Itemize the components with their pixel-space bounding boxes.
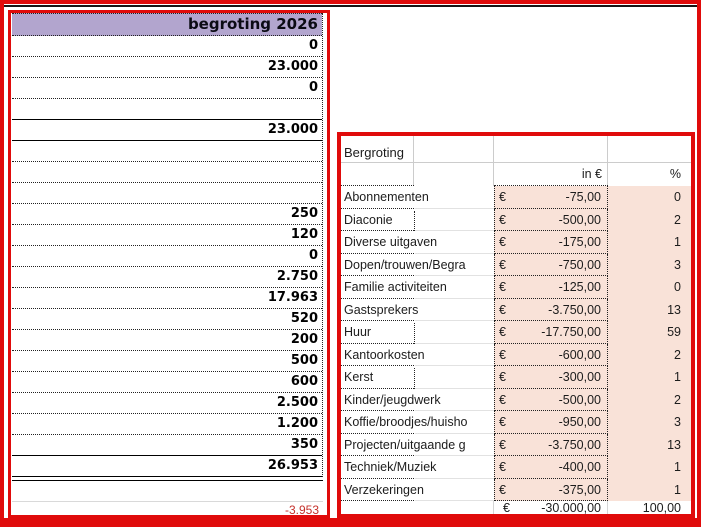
budget-2026-panel [8, 10, 330, 518]
category-label: Diaconie [344, 212, 393, 227]
percent-cell[interactable] [608, 479, 691, 502]
budget-2026-cell[interactable]: 350 [12, 435, 322, 456]
budget-2026-cell[interactable]: 120 [12, 225, 322, 246]
budget-rows [341, 186, 691, 501]
budget-2026-cell[interactable]: 23.000 [12, 120, 322, 141]
budget-2026-cell[interactable]: 250 [12, 204, 322, 225]
percent-column-header[interactable]: % [669, 167, 681, 181]
category-cell[interactable] [344, 366, 493, 389]
percent-cell[interactable] [608, 231, 691, 254]
category-cell[interactable] [344, 231, 493, 254]
cell-border [414, 368, 415, 389]
category-label: Abonnementen [344, 190, 429, 204]
percent-value: 1 [674, 235, 681, 249]
amount-cell[interactable] [494, 321, 608, 344]
budget-2026-cell[interactable]: 600 [12, 372, 322, 393]
budget-2026-cell[interactable]: 0 [12, 36, 322, 57]
amount-cell[interactable] [494, 231, 608, 254]
budget-2026-column [12, 13, 323, 477]
budget-row [341, 231, 691, 254]
amount-value: -500,00 [558, 392, 601, 407]
category-label: Dopen/trouwen/Begra [344, 257, 466, 272]
budget-row [341, 479, 691, 502]
category-cell[interactable] [344, 209, 493, 232]
currency-symbol: € [499, 257, 506, 272]
percent-value: 2 [674, 212, 681, 227]
percent-cell[interactable] [608, 321, 691, 344]
amount-cell[interactable] [494, 254, 608, 277]
budget-row [341, 254, 691, 277]
budget-2026-cell[interactable] [12, 183, 322, 204]
sheet-top-edge-line [4, 5, 697, 7]
budget-2026-cell[interactable]: 0 [12, 78, 322, 99]
amount-value: -375,00 [558, 482, 601, 497]
amount-cell[interactable] [494, 299, 608, 322]
category-cell[interactable] [344, 411, 493, 434]
percent-value: 1 [674, 460, 681, 474]
category-cell[interactable] [344, 344, 493, 367]
percent-value: 2 [674, 392, 681, 407]
category-cell[interactable] [344, 479, 493, 502]
amount-value: -600,00 [558, 347, 601, 362]
empty-cell[interactable] [12, 481, 323, 502]
budget-row [341, 299, 691, 322]
amount-value: -125,00 [558, 280, 601, 294]
currency-symbol: € [499, 370, 506, 384]
category-label: Kantoorkosten [344, 347, 425, 362]
budget-2026-cell[interactable] [12, 141, 322, 162]
category-label: Kerst [344, 370, 374, 384]
budget-row [341, 456, 691, 479]
percent-cell[interactable] [608, 276, 691, 299]
amount-value: -950,00 [558, 415, 601, 429]
total-percent-cell[interactable]: 100,00 [642, 501, 681, 515]
category-cell[interactable] [344, 434, 493, 457]
budget-row [341, 434, 691, 457]
cell-border [414, 211, 415, 232]
amount-cell[interactable] [494, 344, 608, 367]
percent-value: 1 [674, 482, 681, 497]
percent-cell[interactable] [608, 389, 691, 412]
percent-cell[interactable] [608, 209, 691, 232]
amount-cell[interactable] [494, 209, 608, 232]
page-break-border-top [0, 0, 701, 4]
percent-cell[interactable] [608, 344, 691, 367]
budget-2026-cell[interactable]: 520 [12, 309, 322, 330]
column-header-row [341, 163, 691, 186]
budget-2026-cell[interactable]: 17.963 [12, 288, 322, 309]
category-cell[interactable] [344, 389, 493, 412]
amount-value: -500,00 [558, 212, 601, 227]
percent-cell[interactable] [608, 254, 691, 277]
page-break-border-right [697, 0, 701, 527]
budget-2026-cell[interactable]: 26.953 [12, 456, 322, 477]
page-break-border-left [0, 0, 4, 527]
budget-year-header-cell[interactable]: begroting 2026 [12, 13, 322, 36]
category-label: Diverse uitgaven [344, 235, 438, 249]
category-cell[interactable] [344, 276, 493, 299]
category-cell[interactable] [344, 254, 493, 277]
currency-symbol: € [499, 212, 506, 227]
budget-2026-cell[interactable] [12, 162, 322, 183]
budget-row [341, 344, 691, 367]
table-title-cell[interactable]: Bergroting [341, 136, 691, 163]
budget-row [341, 276, 691, 299]
percent-cell[interactable] [608, 186, 691, 209]
amount-column-header[interactable]: in € [581, 167, 602, 181]
budget-row [341, 209, 691, 232]
amount-value: -3.750,00 [548, 437, 601, 452]
budget-2026-cell[interactable]: 500 [12, 351, 322, 372]
category-label: Verzekeringen [344, 482, 424, 497]
percent-cell[interactable] [608, 434, 691, 457]
budget-row [341, 411, 691, 434]
budget-2026-cell[interactable]: 200 [12, 330, 322, 351]
currency-symbol: € [503, 501, 510, 515]
category-label: Familie activiteiten [344, 280, 447, 294]
budget-2026-cell[interactable]: 23.000 [12, 57, 322, 78]
budget-2026-cell[interactable]: 1.200 [12, 414, 322, 435]
budget-row [341, 186, 691, 209]
amount-value: -400,00 [558, 460, 601, 474]
total-amount-cell[interactable]: -30.000,00 [541, 501, 601, 515]
budget-2026-cell[interactable]: 0 [12, 246, 322, 267]
category-label: Techniek/Muziek [344, 460, 437, 474]
budget-2026-cell[interactable]: 2.500 [12, 393, 322, 414]
budget-row [341, 366, 691, 389]
percent-cell[interactable] [608, 366, 691, 389]
currency-symbol: € [499, 302, 506, 317]
amount-cell[interactable] [494, 411, 608, 434]
currency-symbol: € [499, 280, 506, 294]
percent-value: 13 [667, 437, 681, 452]
currency-symbol: € [499, 482, 506, 497]
percent-cell[interactable] [608, 299, 691, 322]
amount-cell[interactable] [494, 389, 608, 412]
percent-cell[interactable] [608, 456, 691, 479]
amount-value: -750,00 [558, 257, 601, 272]
category-label: Kinder/jeugdwerk [344, 392, 441, 407]
currency-symbol: € [499, 460, 506, 474]
amount-value: -3.750,00 [548, 302, 601, 317]
category-cell[interactable] [344, 299, 493, 322]
page-break-border-bottom [0, 518, 701, 527]
amount-cell[interactable] [494, 186, 608, 209]
amount-cell[interactable] [494, 456, 608, 479]
amount-cell[interactable] [494, 366, 608, 389]
currency-symbol: € [499, 392, 506, 407]
currency-symbol: € [499, 415, 506, 429]
currency-symbol: € [499, 347, 506, 362]
percent-value: 0 [674, 190, 681, 204]
percent-value: 13 [667, 302, 681, 317]
budget-breakdown-panel [337, 132, 695, 518]
category-label: Koffie/broodjes/huisho [344, 415, 468, 429]
budget-2026-cell[interactable]: 2.750 [12, 267, 322, 288]
currency-symbol: € [499, 190, 506, 204]
budget-row [341, 321, 691, 344]
currency-symbol: € [499, 437, 506, 452]
amount-cell[interactable] [494, 434, 608, 457]
percent-value: 3 [674, 257, 681, 272]
amount-cell[interactable] [494, 479, 608, 502]
cell-border [414, 323, 415, 344]
category-cell[interactable] [344, 321, 493, 344]
percent-value: 59 [667, 325, 681, 339]
amount-cell[interactable] [494, 276, 608, 299]
percent-value: 1 [674, 370, 681, 384]
currency-symbol: € [499, 235, 506, 249]
category-label: Gastsprekers [344, 302, 419, 317]
amount-value: -300,00 [558, 370, 601, 384]
budget-2026-cell[interactable] [12, 99, 322, 120]
total-row [341, 501, 691, 514]
percent-value: 2 [674, 347, 681, 362]
budget-row [341, 389, 691, 412]
percent-value: 3 [674, 415, 681, 429]
percent-value: 0 [674, 280, 681, 294]
category-cell[interactable] [344, 456, 493, 479]
budget-result-cell[interactable]: -3.953 [284, 503, 319, 517]
percent-cell[interactable] [608, 411, 691, 434]
amount-value: -17.750,00 [541, 325, 601, 339]
category-cell[interactable] [344, 186, 493, 209]
amount-value: -75,00 [565, 190, 601, 204]
category-label: Projecten/uitgaande g [344, 437, 466, 452]
amount-value: -175,00 [558, 235, 601, 249]
currency-symbol: € [499, 325, 506, 339]
category-label: Huur [344, 325, 372, 339]
